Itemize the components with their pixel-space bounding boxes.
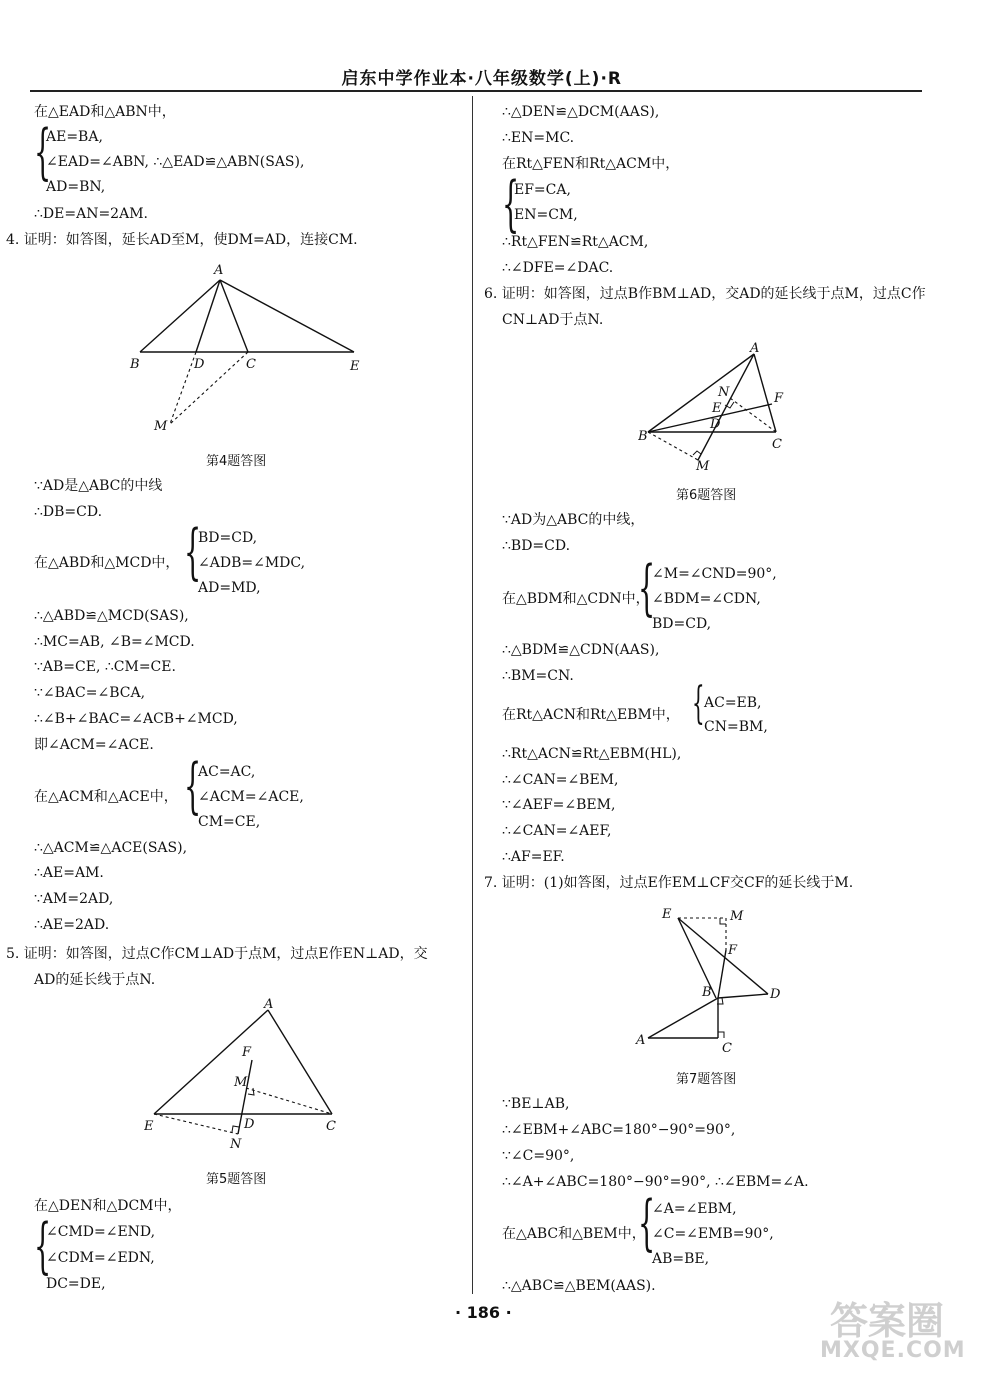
point-label: B [638,429,648,444]
text-line: ∴DE=AN=2AM. [34,206,148,222]
text-line: ∴MC=AB, ∠B=∠MCD. [34,634,195,650]
figure-5-diagram [144,998,354,1148]
brace: { [692,678,705,729]
figure-7-diagram [632,904,792,1054]
text-line: ∴∠A+∠ABC=180°−90°=90°, ∴∠EBM=∠A. [502,1174,809,1190]
segment-DM [170,352,196,424]
point-label: M [234,1075,248,1090]
text-line: ∴△DEN≌△DCM(AAS), [502,104,660,120]
point-label: C [772,437,782,452]
brace: { [184,751,202,821]
point-label: E [350,359,360,374]
text-line: ∠ACM=∠ACE, [198,789,304,805]
segment-AE [220,280,354,352]
point-label: N [230,1137,242,1148]
segment-FB [718,950,726,998]
text-line: CN⊥AD于点N. [502,312,604,328]
point-label: B [702,985,712,1000]
text-line: ∠M=∠CND=90°, [652,566,777,582]
text-line: ∵AM=2AD, [34,891,114,907]
text-line: 在△BDM和△CDN中， [502,591,650,607]
point-label: B [130,357,140,372]
point-label: C [722,1041,732,1054]
text-line: ∴EN=MC. [502,130,575,146]
point-label: M [154,419,168,434]
text-line: BD=CD, [198,530,258,546]
segment-ED [678,918,768,994]
segment-AC [268,1010,332,1114]
text-line: ∴AE=AM. [34,865,104,881]
segment-AB [648,998,718,1038]
text-line: 5. 证明：如答图，过点C作CM⊥AD于点M，过点E作EN⊥AD，交 [6,946,428,962]
text-line: ∴∠CAN=∠BEM, [502,772,619,788]
text-line: AC=AC, [198,764,256,780]
text-line: AD=BN, [46,179,106,195]
text-line: ∵∠AEF=∠BEM, [502,797,616,813]
point-label: A [214,263,224,278]
figure-6-caption: 第6题答图 [676,488,737,503]
brace: { [638,1188,656,1258]
text-line: ∠EAD=∠ABN, ∴△EAD≌△ABN(SAS), [46,154,305,170]
segment-AM [698,354,754,460]
watermark-logo [820,1290,990,1370]
text-line: BD=CD, [652,616,712,632]
text-line: ∵∠BAC=∠BCA, [34,685,146,701]
text-line: 在△ABD和△MCD中， [34,555,180,571]
text-line: EN=CM, [514,207,578,223]
text-line: ∴AE=2AD. [34,917,110,933]
text-line: ∠ADB=∠MDC, [198,555,306,571]
point-label: M [730,909,744,924]
page-number: · 186 · [455,1303,512,1322]
brace: { [34,117,52,187]
text-line: ∠CMD=∠END, [46,1224,156,1240]
point-label: N [718,385,730,400]
text-line: ∠A=∠EBM, [652,1201,737,1217]
point-label: A [750,341,760,356]
text-line: 即∠ACM=∠ACE. [34,737,154,753]
text-line: 7. 证明：(1)如答图，过点E作EM⊥CF交CF的延长线于M. [484,875,854,891]
segment-AE [154,1010,268,1114]
point-label: E [144,1119,154,1134]
segment-CM [170,352,248,424]
text-line: 6. 证明：如答图，过点B作BM⊥AD，交AD的延长线于点M，过点C作 [484,286,926,302]
text-line: 在Rt△ACN和Rt△EBM中， [502,707,680,723]
text-line: ∴AF=EF. [502,849,565,865]
point-label: D [710,417,721,432]
text-line: ∴△ABC≌△BEM(AAS). [502,1278,656,1294]
point-label: C [246,357,256,372]
point-label: C [326,1119,336,1134]
point-label: F [774,391,784,406]
segment-EN [154,1114,238,1134]
text-line: ∴BM=CN. [502,668,574,684]
text-line: ∵BE⊥AB, [502,1096,570,1112]
point-label: F [242,1045,252,1060]
segment-AC [220,280,248,352]
text-line: ∴Rt△FEN≌Rt△ACM, [502,234,649,250]
right-angle-mark [718,1032,724,1038]
point-label: A [636,1033,646,1048]
text-line: ∴BD=CD. [502,538,571,554]
figure-4-caption: 第4题答图 [206,454,267,469]
text-line: 在△EAD和△ABN中， [34,104,176,120]
segment-AC [754,354,776,432]
text-line: ∴∠B+∠BAC=∠ACB+∠MCD, [34,711,238,727]
text-line: CM=CE, [198,814,261,830]
text-line: 在Rt△FEN和Rt△ACM中， [502,156,680,172]
point-label: A [264,998,274,1012]
brace: { [502,169,520,239]
text-line: ∴△ACM≌△ACE(SAS), [34,840,188,856]
brace: { [638,553,656,623]
segment-CN [730,398,776,432]
text-line: AE=BA, [46,129,103,145]
text-line: ∵AD是△ABC的中线 [34,478,163,494]
point-label: E [712,401,722,416]
point-label: D [244,1117,255,1132]
text-line: ∵AB=CE, ∴CM=CE. [34,659,176,675]
text-line: 在△DEN和△DCM中， [34,1198,182,1214]
point-label: D [770,987,781,1002]
text-line: ∵∠C=90°, [502,1148,575,1164]
text-line: DC=DE, [46,1276,106,1292]
text-line: 在△ABC和△BEM中， [502,1226,646,1242]
right-angle-mark [693,451,701,455]
text-line: AD=MD, [198,580,261,596]
text-line: ∴∠DFE=∠DAC. [502,260,614,276]
text-line: ∠C=∠EMB=90°, [652,1226,774,1242]
figure-4-diagram [124,256,374,438]
figure-6-diagram [638,338,798,470]
brace: { [184,517,202,587]
figure-5-caption: 第5题答图 [206,1172,267,1187]
right-angle-mark [248,1088,254,1095]
point-label: E [662,907,672,922]
segment-BM [648,432,698,460]
point-label: F [728,943,738,958]
text-line: AD的延长线于点N. [34,972,156,988]
text-line: ∴DB=CD. [34,504,103,520]
text-line: ∴∠EBM+∠ABC=180°−90°=90°, [502,1122,736,1138]
text-line: AC=EB, [704,695,762,711]
text-line: ∠CDM=∠EDN, [46,1250,155,1266]
brace: { [34,1211,52,1281]
column-divider [472,96,473,1294]
text-line: AB=BE, [652,1251,710,1267]
point-label: D [194,357,205,372]
text-line: 4. 证明：如答图，延长AD至M，使DM=AD，连接CM. [6,232,358,248]
text-line: ∴Rt△ACN≌Rt△EBM(HL), [502,746,682,762]
right-angle-mark [720,918,726,924]
text-line: 在△ACM和△ACE中， [34,789,178,805]
point-label: M [696,459,710,470]
watermark-text: 答案圈 [830,1299,945,1343]
figure-7-caption: 第7题答图 [676,1072,737,1087]
text-line: CN=BM, [704,719,768,735]
text-line: ∵AD为△ABC的中线， [502,512,645,528]
header-title: 启东中学作业本·八年级数学(上)·R [341,69,622,89]
text-line: EF=CA, [514,182,571,198]
text-line: ∠BDM=∠CDN, [652,591,761,607]
text-line: ∴△ABD≌△MCD(SAS), [34,608,189,624]
text-line: ∴△BDM≌△CDN(AAS), [502,642,660,658]
text-line: ∴∠CAN=∠AEF, [502,823,612,839]
watermark-url: MXQE.COM [820,1338,966,1363]
segment-BD [718,994,768,998]
page-header [30,60,922,92]
